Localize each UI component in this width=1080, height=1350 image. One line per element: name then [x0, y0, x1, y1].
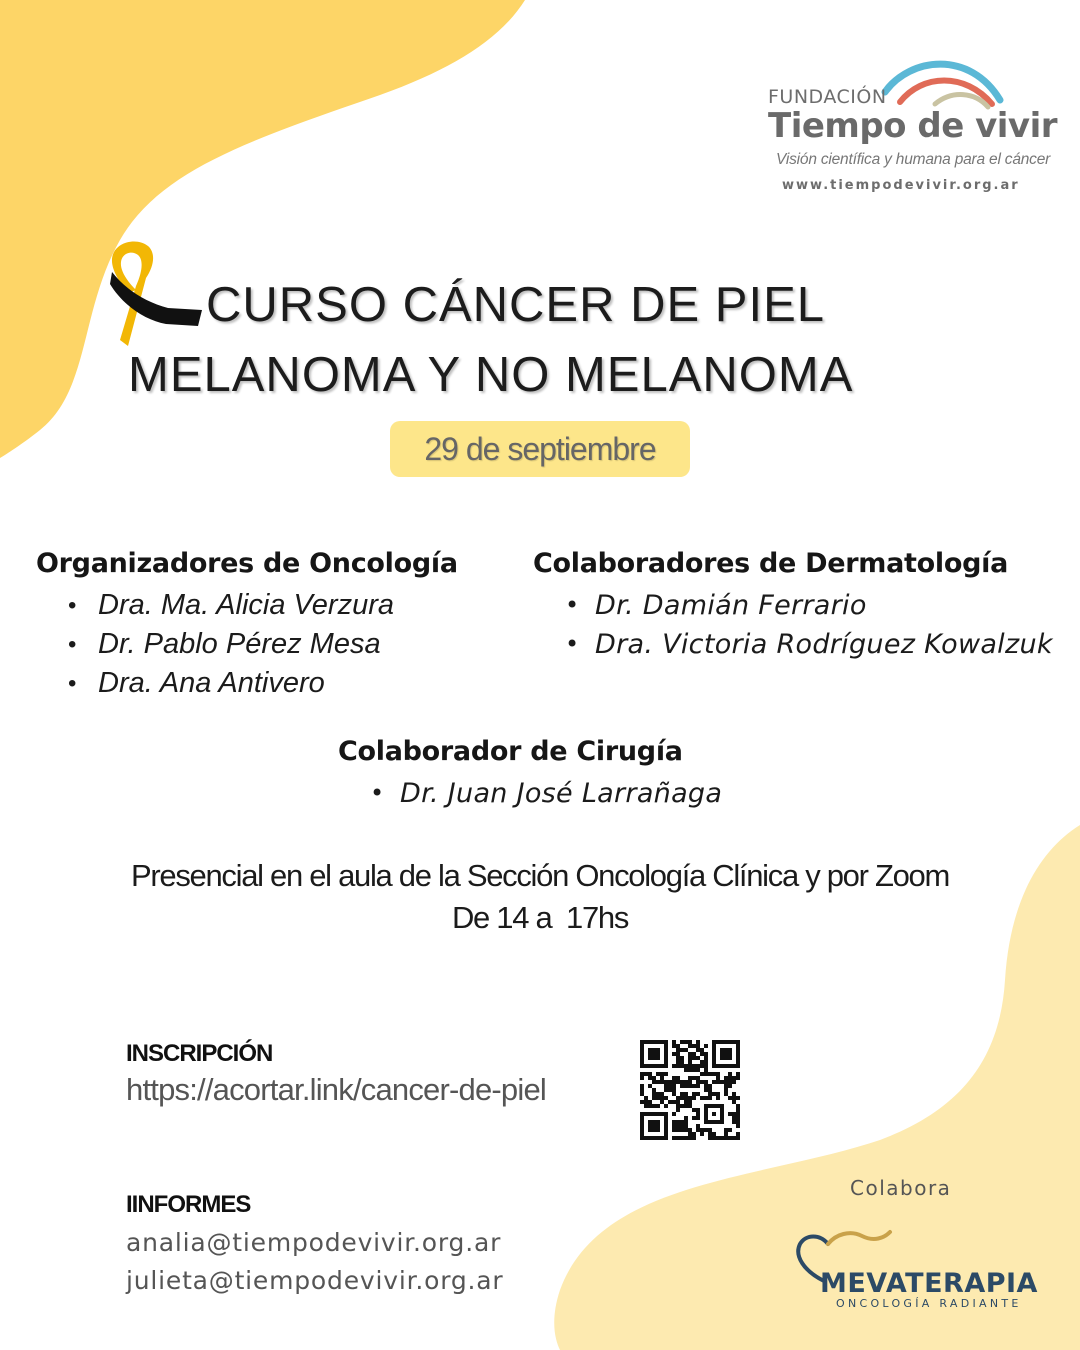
awareness-ribbon-icon	[106, 238, 206, 356]
venue-info	[0, 855, 1080, 939]
venue-line-2: De 14 a 17hs	[451, 900, 629, 935]
title-line-1: CURSO CÁNCER DE PIEL	[206, 278, 826, 332]
list-item: • Dra. Ma. Alicia Verzura	[68, 586, 394, 625]
date-badge: 29 de septiembre	[390, 421, 690, 477]
dermatologia-list	[565, 586, 1053, 664]
qr-code[interactable]	[640, 1040, 740, 1140]
email-link[interactable]: analia@tiempodevivir.org.ar	[126, 1228, 502, 1257]
list-item: • Dr. Pablo Pérez Mesa	[68, 625, 394, 664]
list-item: • Dr. Damián Ferrario	[565, 586, 1053, 625]
inscripcion-heading: INSCRIPCIÓN	[126, 1040, 273, 1067]
logo-tagline: Visión científica y humana para el cáncer	[776, 151, 1051, 168]
logo-fundacion: FUNDACIÓN	[768, 86, 887, 108]
oncologia-list	[68, 586, 394, 703]
sponsor-label: Colabora	[850, 1176, 952, 1200]
oncologia-heading: Organizadores de Oncología	[36, 548, 458, 579]
informes-heading: IINFORMES	[126, 1191, 251, 1218]
list-item: • Dra. Ana Antivero	[68, 664, 394, 703]
list-item: • Dr. Juan José Larrañaga	[370, 774, 722, 813]
title-line-2: MELANOMA Y NO MELANOMA	[128, 348, 854, 402]
cirugia-list	[370, 774, 722, 813]
email-link[interactable]: julieta@tiempodevivir.org.ar	[126, 1266, 504, 1295]
sponsor-name: MEVATERAPIA	[820, 1268, 1038, 1299]
cirugia-heading: Colaborador de Cirugía	[338, 736, 683, 767]
sponsor-subtitle: ONCOLOGÍA RADIANTE	[836, 1297, 1022, 1310]
arc-logo-icon	[880, 52, 1005, 112]
venue-line-1: Presencial en el aula de la Sección Oncología Clínica y por Zoom	[130, 858, 949, 893]
logo-name: Tiempo de vivir	[768, 106, 1058, 146]
inscripcion-link[interactable]: https://acortar.link/cancer-de-piel	[126, 1072, 546, 1107]
list-item: • Dra. Victoria Rodríguez Kowalzuk	[565, 625, 1053, 664]
logo-url: www.tiempodevivir.org.ar	[782, 178, 1020, 193]
dermatologia-heading: Colaboradores de Dermatología	[533, 548, 1009, 579]
